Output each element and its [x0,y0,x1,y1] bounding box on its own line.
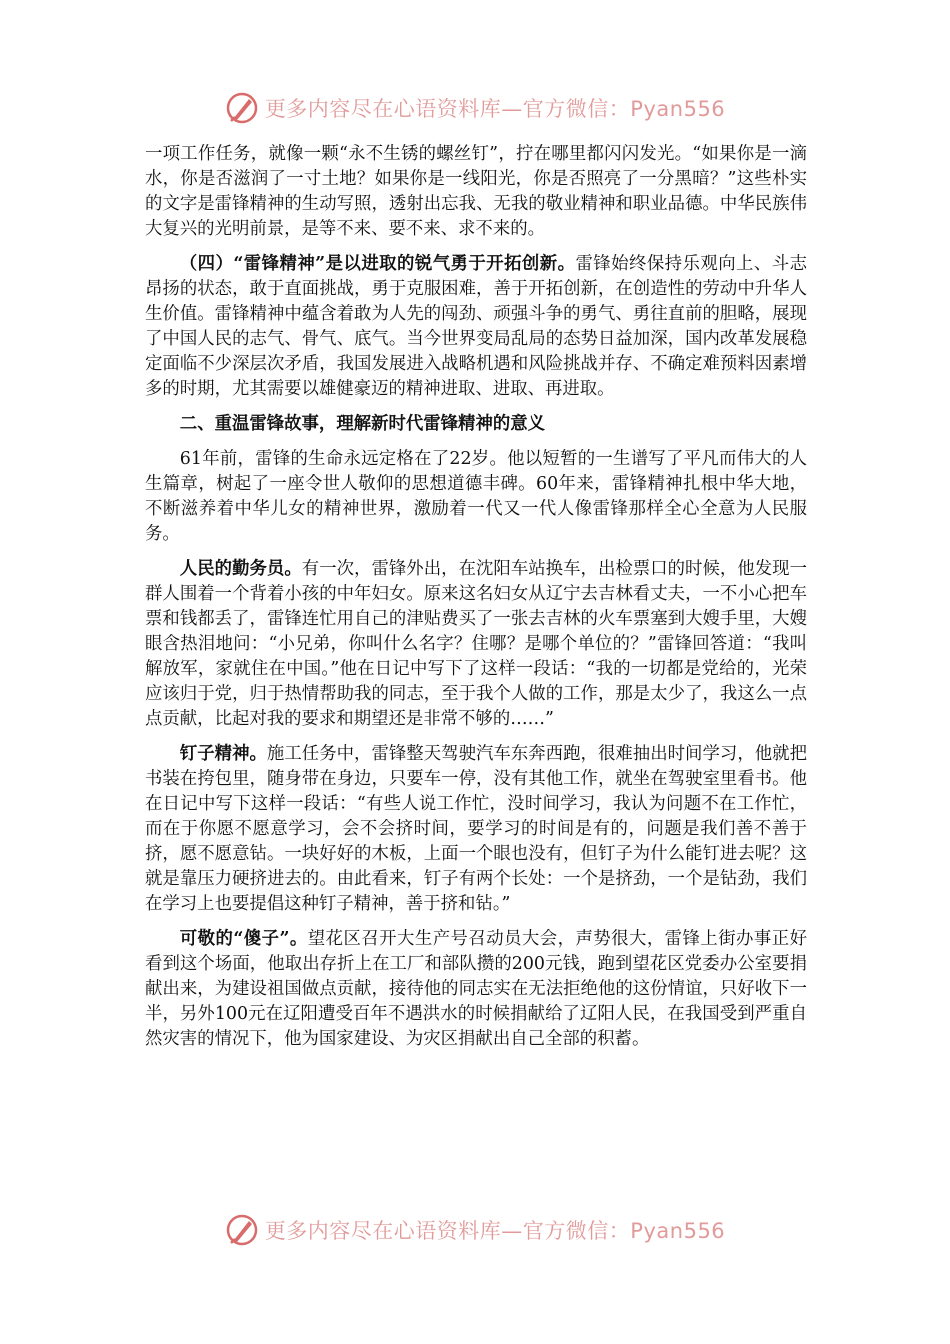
watermark-footer [0,1210,950,1250]
paragraph-lead: （四）“雷锋精神”是以进取的锐气勇于开拓创新。 [179,254,576,274]
pen-logo-icon [225,1213,259,1247]
paragraph-lead: 钉子精神。 [179,744,267,764]
watermark-text: 更多内容尽在心语资料库—官方微信：Pyan556 [264,1219,726,1243]
paragraph-lead: 可敬的“傻子”。 [179,929,308,949]
pen-logo-icon [225,91,259,125]
paragraph-section-four: （四）“雷锋精神”是以进取的锐气勇于开拓创新。雷锋始终保持乐观向上、斗志昂扬的状态，敢于直面挑战，勇于克服困难，善于开拓创新，在创造性的劳动中升华人生价值。雷锋精神中蕴含着敢为人先的闯劲、顽强斗争的勇气、勇往直前的胆略，展现了中国人民的志气、骨气、底气。当今世界变局乱局的态势日益加深，国内改革发展稳定面临不少深层次矛盾，我国发展进入战略机遇和风险挑战并存、不确定难预料因素增多的时期，尤其需要以雄健豪迈的精神进取、进取、再进取。 [145,254,807,399]
paragraph-lead: 人民的勤务员。 [179,559,302,579]
document-body [145,142,807,1062]
paragraph-story-servant: 人民的勤务员。有一次，雷锋外出，在沈阳车站换车，出检票口的时候，他发现一群人围着一个背着小孩的中年妇女。原来这名妇女从辽宁去吉林看丈夫，一不小心把车票和钱都丢了，雷锋连忙用自己的津贴费买了一张去吉林的火车票塞到大嫂手里，大嫂眼含热泪地问：“小兄弟，你叫什么名字？住哪？是哪个单位的？”雷锋回答道：“我叫解放军，家就住在中国。”他在日记中写下了这样一段话：“我的一切都是党给的，光荣应该归于党，归于热情帮助我的同志，至于我个人做的工作，那是太少了，我这么一点点贡献，比起对我的要求和期望还是非常不够的……” [145,559,807,729]
paragraph-story-nail: 钉子精神。施工任务中，雷锋整天驾驶汽车东奔西跑，很难抽出时间学习，他就把书装在挎包里，随身带在身边，只要车一停，没有其他工作，就坐在驾驶室里看书。他在日记中写下这样一段话：“有些人说工作忙，没时间学习，我认为问题不在工作忙，而在于你愿不愿意学习，会不会挤时间，要学习的时间是有的，问题是我们善不善于挤，愿不愿意钻。一块好好的木板，上面一个眼也没有，但钉子为什么能钉进去呢？这就是靠压力硬挤进去的。由此看来，钉子有两个长处：一个是挤劲，一个是钻劲，我们在学习上也要提倡这种钉子精神，善于挤和钻。” [145,744,807,914]
paragraph-intro: 61年前，雷锋的生命永远定格在了22岁。他以短暂的一生谱写了平凡而伟大的人生篇章，树起了一座令世人敬仰的思想道德丰碑。60年来，雷锋精神扎根中华大地，不断滋养着中华儿女的精神世界，激励着一代又一代人像雷锋那样全心全意为人民服务。 [145,449,807,544]
watermark-text: 更多内容尽在心语资料库—官方微信：Pyan556 [264,97,726,121]
paragraph-story-fool: 可敬的“傻子”。望花区召开大生产号召动员大会，声势很大，雷锋上街办事正好看到这个场面，他取出存折上在工厂和部队攒的200元钱，跑到望花区党委办公室要捐献出来，为建设祖国做点贡献，接待他的同志实在无法拒绝他的这份情谊，只好收下一半，另外100元在辽阳遭受百年不遇洪水的时候捐献给了辽阳人民，在我国受到严重自然灾害的情况下，他为国家建设、为灾区捐献出自己全部的积蓄。 [145,929,807,1049]
paragraph-continuation: 一项工作任务，就像一颗“永不生锈的螺丝钉”，拧在哪里都闪闪发光。“如果你是一滴水，你是否滋润了一寸土地？如果你是一线阳光，你是否照亮了一分黑暗？”这些朴实的文字是雷锋精神的生动写照，透射出忘我、无我的敬业精神和职业品德。中华民族伟大复兴的光明前景，是等不来、要不来、求不来的。 [145,144,807,239]
section-heading: 二、重温雷锋故事，理解新时代雷锋精神的意义 [179,414,546,434]
watermark-header [0,88,950,128]
